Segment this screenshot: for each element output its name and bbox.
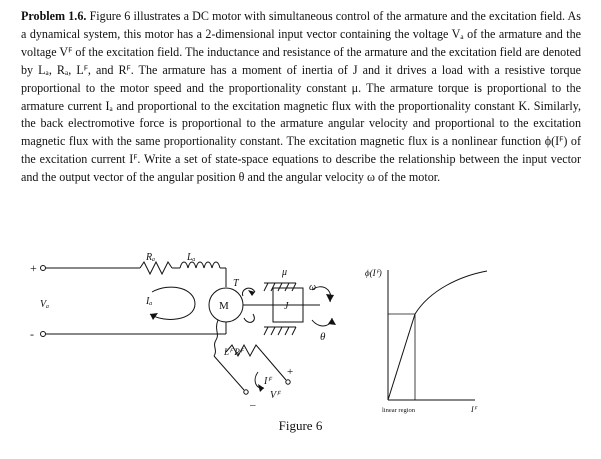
graph-xlabel: Iꟳ <box>471 405 477 414</box>
label-theta: θ <box>320 331 326 343</box>
armature-inductor <box>180 262 220 268</box>
problem-text: Figure 6 illustrates a DC motor with simultaneous control of the armature and the excitation field. As a dynamical system, this motor has a 2-dimensional input vector containing the voltage Vₐ of the armature and the voltage Vꟳ of the excitation field. The inductance and resistance of the armature and the excitation field are denoted by Lₐ, Rₐ, Lꟳ, and Rꟳ. The armature has a moment of inertia of J and it drives a load with a resistive torque proportional to the motor speed and the proportionality constant μ. The armature torque is proportional to the armature current Iₐ and proportional to the excitation magnetic flux with the proportionality constant K. Similarly, the back electromotive force is proportional to the armature angular velocity and proportional to the excitation magnetic flux with the same proportionality constant. The excitation magnetic flux is a nonlinear function ϕ(Iꟳ) of the excitation current Iꟳ. Write a set of state-space equations to describe the relationship between the input vector and the output vector of the angular position θ and the angular velocity ω of the motor. <box>21 9 581 185</box>
label-field-voltage: Vꟳ <box>270 390 280 401</box>
label-field-minus: _ <box>250 395 256 407</box>
theta-arrow <box>312 318 332 326</box>
problem-label: Problem 1.6. <box>21 9 87 23</box>
label-armature-plus: + <box>30 261 37 275</box>
armature-resistor <box>140 262 172 274</box>
armature-plus-terminal <box>41 266 46 271</box>
label-la: Lₐ <box>187 252 196 263</box>
label-motor: M <box>219 300 229 312</box>
field-inductor <box>214 320 218 356</box>
figure-caption: Figure 6 <box>278 418 323 433</box>
label-va: Vₐ <box>40 299 50 310</box>
graph-ylabel: ϕ(Iꟳ) <box>365 268 382 278</box>
label-omega: ω <box>309 282 317 293</box>
graph-linear-segment <box>388 314 415 400</box>
label-inertia: J <box>284 301 289 312</box>
label-mu: μ <box>282 267 288 278</box>
label-ra: Rₐ <box>146 252 156 263</box>
label-armature-minus: - <box>30 327 34 341</box>
armature-minus-terminal <box>41 332 46 337</box>
field-plus-terminal <box>286 380 290 384</box>
field-minus-terminal <box>244 390 248 394</box>
label-field-current: Iꟳ <box>264 376 271 387</box>
graph-saturation-curve <box>415 271 487 314</box>
graph-region-label: linear region <box>382 407 416 414</box>
label-torque: T <box>233 278 239 289</box>
label-field-lf-rf: Lꟳ Rꟳ <box>224 347 243 357</box>
label-ia: Iₐ <box>146 296 153 307</box>
label-field-plus: + <box>287 366 294 378</box>
